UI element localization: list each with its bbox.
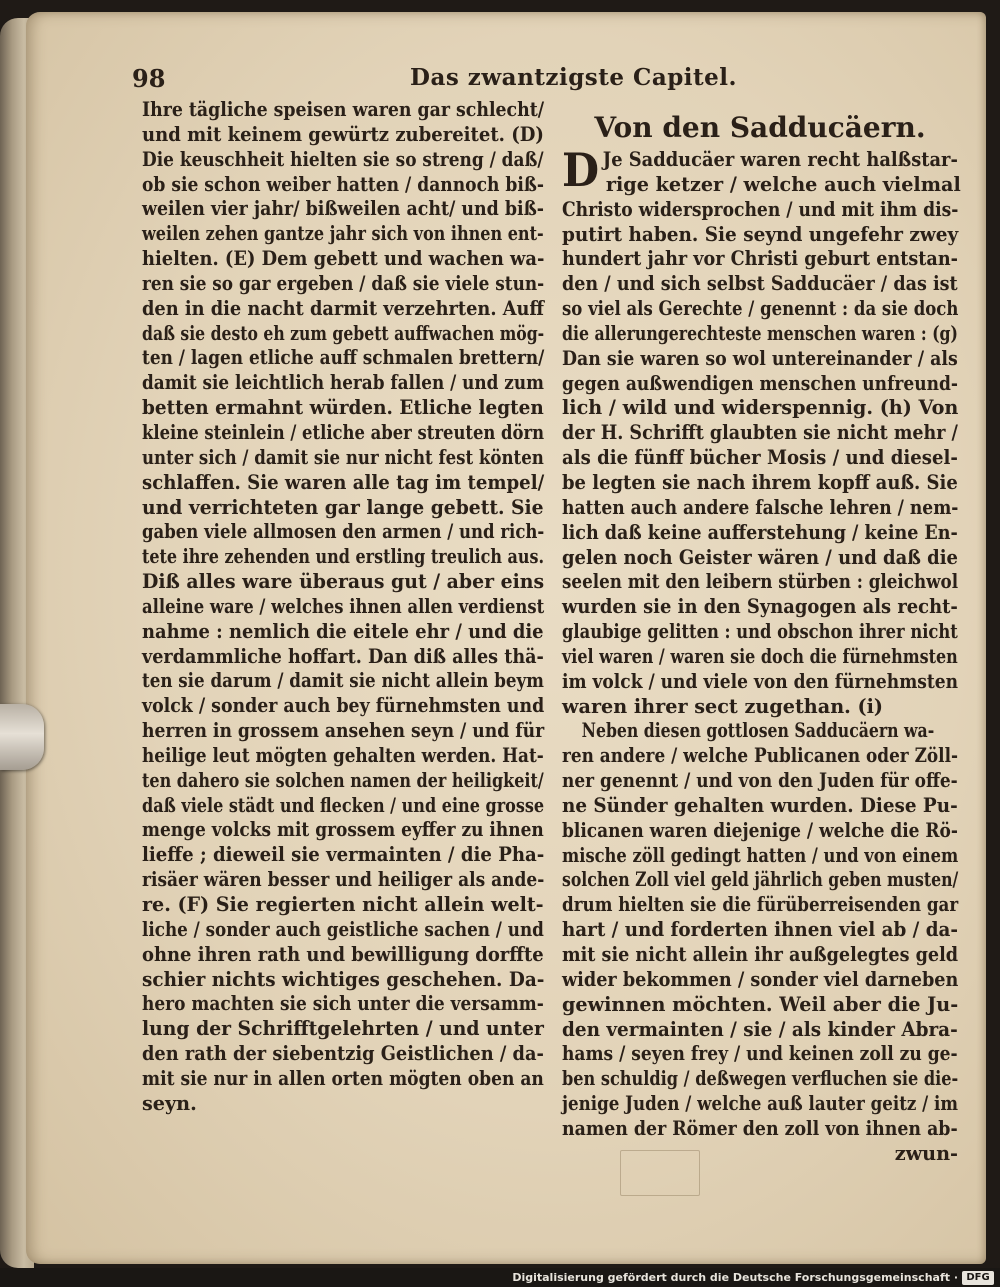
drop-capital: D (562, 143, 600, 197)
text-line: den rath der siebentzig Geistlichen / da- (142, 1042, 544, 1066)
text-line: verdammliche hoffart. Dan diß alles thä- (142, 644, 544, 668)
text-line: liche / sonder auch geistliche sachen / und (142, 917, 544, 941)
text-line: lung der Schrifftgelehrten / und unter (142, 1017, 544, 1041)
text-line: ner genennt / und von den Juden für offe- (562, 769, 958, 793)
text-line: kleine steinlein / etliche aber streuten dörn (142, 420, 545, 444)
text-line: glaubige gelitten : und obschon ihrer nicht (562, 620, 958, 644)
text-line: und verrichteten gar lange gebett. Sie (142, 495, 544, 519)
text-line: ohne ihren rath und bewilligung dorffte (142, 942, 544, 966)
text-line: ren andere / welche Publicanen oder Zöll- (562, 744, 959, 768)
text-line: als die fünff bücher Mosis / und diesel- (562, 446, 958, 470)
text-line: re. (F) Sie regierten nicht allein welt- (142, 893, 544, 916)
text-line: rige ketzer / welche auch vielmal (605, 172, 961, 196)
text-line: herren in grossem ansehen seyn / und für (142, 719, 545, 743)
text-line: ten dahero sie solchen namen der heiligkeit/ (142, 768, 544, 792)
text-line: so viel als Gerechte / genennt : da sie doch (562, 297, 959, 321)
text-line: hams / seyen frey / und keinen zoll zu ge- (562, 1042, 958, 1066)
text-line: heilige leut mögten gehalten werden. Hat- (142, 743, 544, 767)
text-line: waren ihrer sect zugethan. (i) (562, 694, 883, 718)
text-line: mit sie nur in allen orten mögten oben an (142, 1066, 544, 1090)
right-lines-container (562, 172, 961, 1142)
text-line: damit sie leichtlich herab fallen / und zum (142, 371, 544, 395)
text-line: hundert jahr vor Christi geburt entstan- (562, 247, 958, 271)
text-line: nahme : nemlich die eitele ehr / und die (142, 619, 544, 643)
text-line: alleine ware / welches ihnen allen verdienst (142, 594, 545, 618)
text-line: Christo widersprochen / und mit ihm dis- (562, 197, 959, 221)
text-line: hatten auch andere falsche lehren / nem- (562, 495, 959, 519)
paper-imprint-mark (620, 1150, 700, 1196)
page-number: 98 (132, 64, 166, 93)
catchword: zwun- (894, 1141, 958, 1165)
text-line: Neben diesen gottlosen Sadducäern wa- (581, 719, 935, 743)
text-line: Je Sadducäer waren recht halßstar- (602, 148, 958, 171)
chapter-running-title: Das zwantzigste Capitel. (410, 64, 738, 91)
text-line: volck / sonder auch bey fürnehmsten und (142, 694, 545, 718)
text-line: tete ihre zehenden und erstling treulich aus. (142, 545, 545, 569)
text-line: den in die nacht darmit verzehrten. Auff (142, 296, 545, 320)
text-line: Dan sie waren so wol untereinander / als (562, 346, 958, 370)
text-line: den / und sich selbst Sadducäer / das ist (562, 272, 958, 296)
text-line: gaben viele allmosen den armen / und rich- (142, 520, 545, 544)
text-line: seyn. (142, 1091, 197, 1115)
right-text-column (562, 108, 961, 1167)
text-line: daß viele städt und flecken / und eine grosse (142, 793, 545, 817)
text-line: den vermainten / sie / als kinder Abra- (562, 1017, 958, 1041)
text-line: ob sie schon weiber hatten / dannoch biß- (142, 172, 544, 196)
text-line: ten sie darum / damit sie nicht allein beym (142, 669, 544, 693)
text-line: putirt haben. Sie seynd ungefehr zwey (562, 222, 959, 246)
text-line: seelen mit den leibern stürben : gleichwol (562, 570, 959, 594)
funding-credit: Digitalisierung gefördert durch die Deutsche Forschungsgemeinschaft · (512, 1271, 958, 1284)
text-line: lieffe ; dieweil sie vermainten / die Pha- (142, 843, 545, 867)
text-line: betten ermahnt würden. Etliche legten (142, 396, 544, 420)
text-line: ren sie so gar ergeben / daß sie viele stun- (142, 271, 545, 295)
text-line: weilen vier jahr/ bißweilen acht/ und biß- (142, 197, 544, 221)
text-line: gewinnen möchten. Weil aber die Ju- (562, 992, 959, 1016)
text-line: der H. Schrifft glaubten sie nicht mehr / (562, 421, 958, 445)
text-line: ten / lagen etliche auff schmalen brettern/ (142, 346, 545, 370)
text-line: unter sich / damit sie nur nicht fest könten (142, 445, 544, 469)
text-line: schier nichts wichtiges geschehen. Da- (142, 967, 545, 991)
text-line: jenige Juden / welche auß lauter geitz / im (562, 1092, 959, 1116)
text-line: Ihre tägliche speisen waren gar schlecht/ (142, 98, 545, 121)
text-line: wider bekommen / sonder viel darneben (562, 967, 959, 991)
text-line: ben schuldig / deßwegen verfluchen sie die- (562, 1067, 959, 1091)
text-line: ne Sünder gehalten wurden. Diese Pu- (562, 793, 958, 817)
text-line: daß sie desto eh zum gebett auffwachen mög- (142, 321, 545, 345)
text-line: hart / und forderten ihnen viel ab / da- (562, 918, 958, 942)
text-line: viel waren / waren sie doch die fürnehmsten (562, 644, 958, 668)
text-line: wurden sie in den Synagogen als recht- (562, 595, 958, 619)
dfg-logo: DFG (962, 1271, 994, 1285)
text-line: drum hielten sie die fürüberreisenden gar (562, 893, 959, 917)
text-line: risäer wären besser und heiliger als ande- (142, 868, 545, 892)
text-line: be legten sie nach ihrem kopff auß. Sie (562, 470, 958, 494)
text-line: menge volcks mit grossem eyffer zu ihnen (142, 818, 544, 842)
text-line: lich daß keine aufferstehung / keine En- (562, 520, 958, 544)
book-clasp (0, 704, 44, 770)
text-line: blicanen waren diejenige / welche die Rö- (562, 818, 958, 842)
text-line: die allerungerechteste menschen waren : (g) (562, 321, 958, 345)
text-line: mit sie nicht allein ihr außgelegtes geld (562, 943, 959, 966)
text-line: namen der Römer den zoll von ihnen ab- (562, 1116, 958, 1140)
text-line: im volck / und viele von den fürnehmsten (562, 669, 959, 693)
text-line: solchen Zoll viel geld jährlich geben musten/ (562, 868, 959, 892)
text-line: mische zöll gedingt hatten / und von einem (562, 843, 959, 867)
left-text-column (142, 98, 544, 1117)
text-line: hielten. (E) Dem gebett und wachen wa- (142, 247, 545, 271)
text-line: Diß alles ware überaus gut / aber eins (142, 570, 545, 594)
text-line: weilen zehen gantze jahr sich von ihnen ent- (142, 222, 544, 246)
text-line: und mit keinem gewürtz zubereitet. (D) (142, 122, 544, 146)
text-line: gegen außwendigen menschen unfreund- (562, 371, 958, 395)
section-heading: Von den Sadducäern. (594, 111, 926, 144)
text-line: gelen noch Geister wären / und daß die (562, 545, 958, 569)
text-line: Die keuschheit hielten sie so streng / daß/ (142, 147, 544, 171)
text-line: schlaffen. Sie waren alle tag im tempel/ (142, 470, 545, 494)
text-line: hero machten sie sich unter die versamm- (142, 992, 544, 1016)
text-line: lich / wild und widerspennig. (h) Von (562, 396, 959, 420)
